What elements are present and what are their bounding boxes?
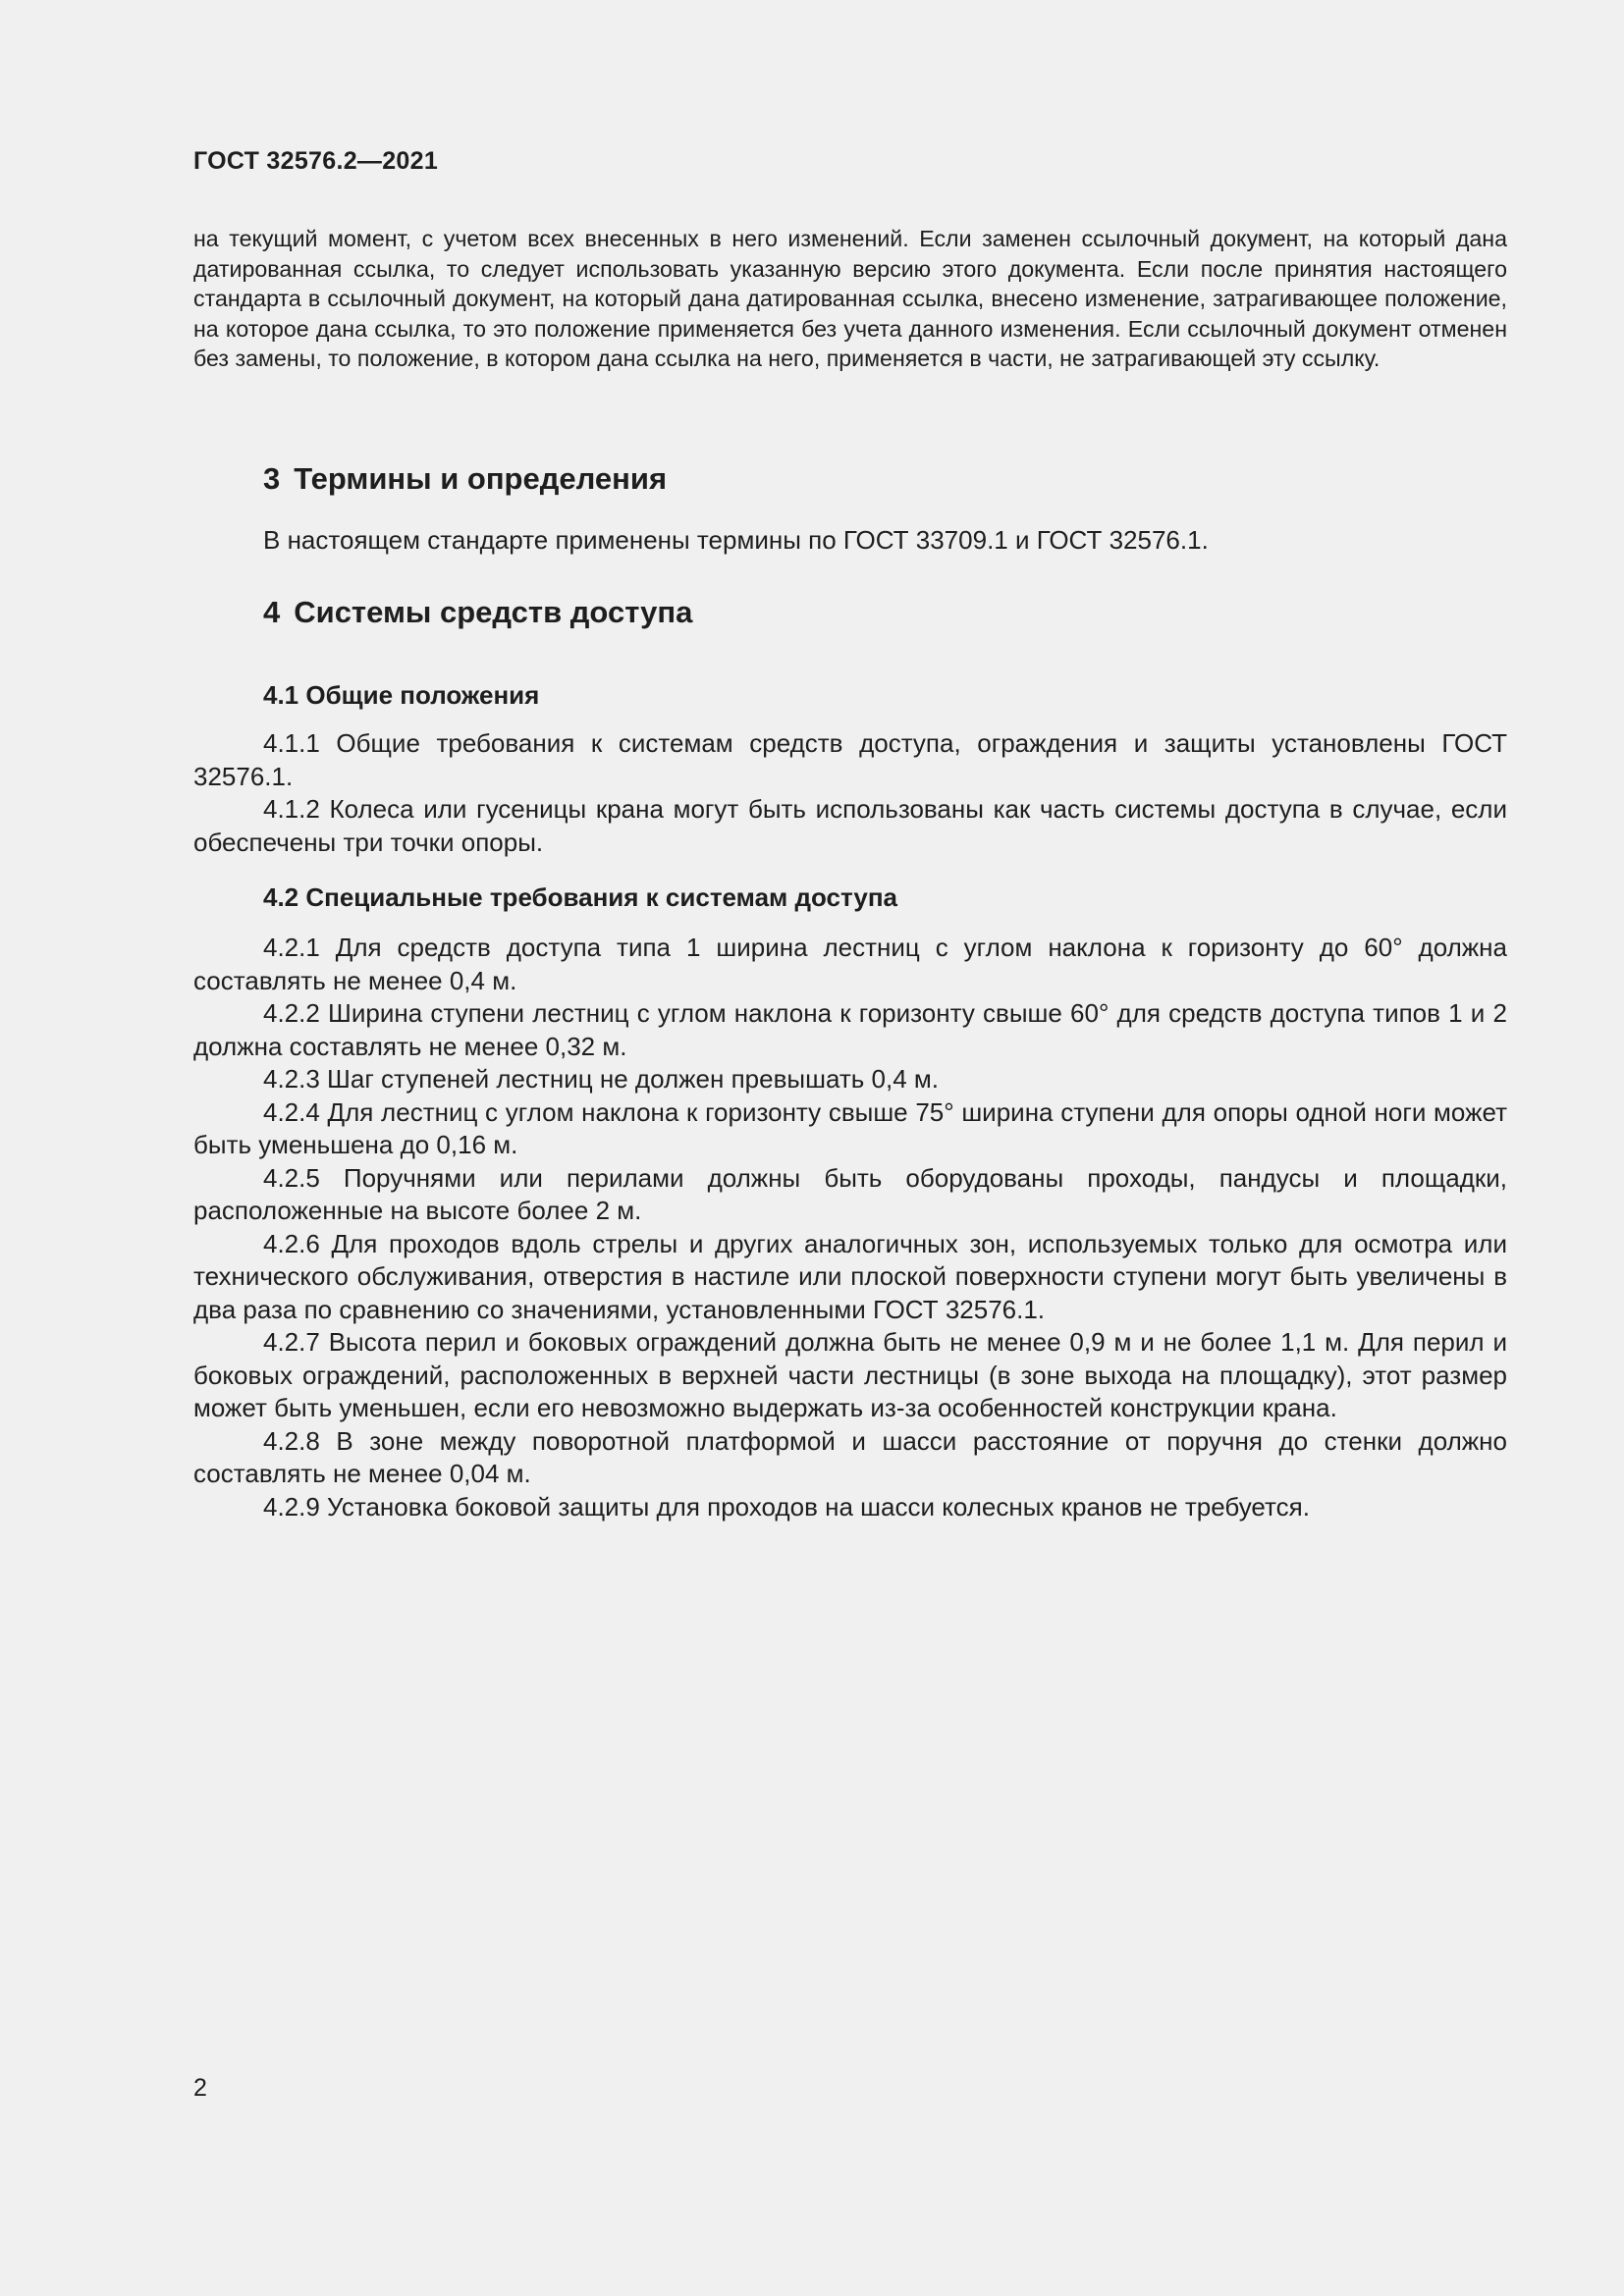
clause-4-2-1: 4.2.1 Для средств доступа типа 1 ширина лестниц с углом наклона к горизонту до 60° должна составлять не менее 0,4 м. (193, 933, 1507, 995)
section-4-title: Системы средств доступа (294, 595, 693, 629)
subsection-4-2-title: 4.2 Специальные требования к системам доступа (263, 882, 897, 912)
clause-4-1-2: 4.1.2 Колеса или гусеницы крана могут быть использованы как часть системы доступа в случае, если обеспечены три точки опоры. (193, 794, 1507, 857)
clause-4-2-9: 4.2.9 Установка боковой защиты для проходов на шасси колесных кранов не требуется. (263, 1491, 1310, 1522)
section-3-heading (263, 461, 667, 497)
clause-4-2-5: 4.2.5 Поручнями или перилами должны быть оборудованы проходы, пандусы и площадки, расположенные на высоте более 2 м. (193, 1162, 1507, 1225)
subsection-4-1-body (193, 727, 1507, 859)
clause-4-2-4: 4.2.4 Для лестниц с углом наклона к горизонту свыше 75° ширина ступени для опоры одной ноги может быть уменьшена до 0,16 м. (193, 1096, 1507, 1159)
clause-4-2-6: 4.2.6 Для проходов вдоль стрелы и других аналогичных зон, используемых только для осмотра или технического обслуживания, отверстия в настиле или плоской поверхности ступени могут быть увеличены в два раза по сравнению со значениями, установленными ГОСТ 32576.1. (193, 1228, 1507, 1324)
clause-4-2-8: 4.2.8 В зоне между поворотной платформой и шасси расстояние от поручня до стенки должно составлять не менее 0,04 м. (193, 1425, 1507, 1488)
subsection-4-1-title: 4.1 Общие положения (263, 680, 540, 710)
section-3-number: 3 (263, 461, 281, 496)
clause-4-2-3: 4.2.3 Шаг ступеней лестниц не должен превышать 0,4 м. (263, 1064, 939, 1094)
page-number: 2 (193, 2074, 207, 2102)
clause-4-2-2: 4.2.2 Ширина ступени лестниц с углом наклона к горизонту свыше 60° для средств доступа типов 1 и 2 должна составлять не менее 0,32 м. (193, 998, 1507, 1061)
intro-paragraph: на текущий момент, с учетом всех внесенных в него изменений. Если заменен ссылочный документ, на который дана датированная ссылка, то следует использовать указанную версию этого документа. Если после принятия настоящего стандарта в ссылочный документ, на который дана датированная ссылка, внесено изменение, затрагивающее положение, на которое дана ссылка, то это положение применяется без учета данного изменения. Если ссылочный документ отменен без замены, то положение, в котором дана ссылка на него, применяется в части, не затрагивающей эту ссылку. (193, 226, 1507, 371)
clause-4-1-1: 4.1.1 Общие требования к системам средств доступа, ограждения и защиты установлены ГОСТ 32576.1. (193, 728, 1507, 791)
clause-4-2-7: 4.2.7 Высота перил и боковых ограждений должна быть не менее 0,9 м и не более 1,1 м. Для перил и боковых ограждений, расположенных в верхней части лестницы (в зоне выхода на площадку), этот размер может быть уменьшен, если его невозможно выдержать из-за особенностей конструкции крана. (193, 1327, 1507, 1422)
subsection-4-2-body (193, 932, 1507, 1523)
section-4-number: 4 (263, 595, 281, 629)
section-3-title: Термины и определения (294, 461, 668, 496)
section-4-heading (263, 595, 692, 630)
document-header: ГОСТ 32576.2—2021 (193, 147, 439, 175)
section-3-text: В настоящем стандарте применены термины по ГОСТ 33709.1 и ГОСТ 32576.1. (263, 525, 1209, 555)
